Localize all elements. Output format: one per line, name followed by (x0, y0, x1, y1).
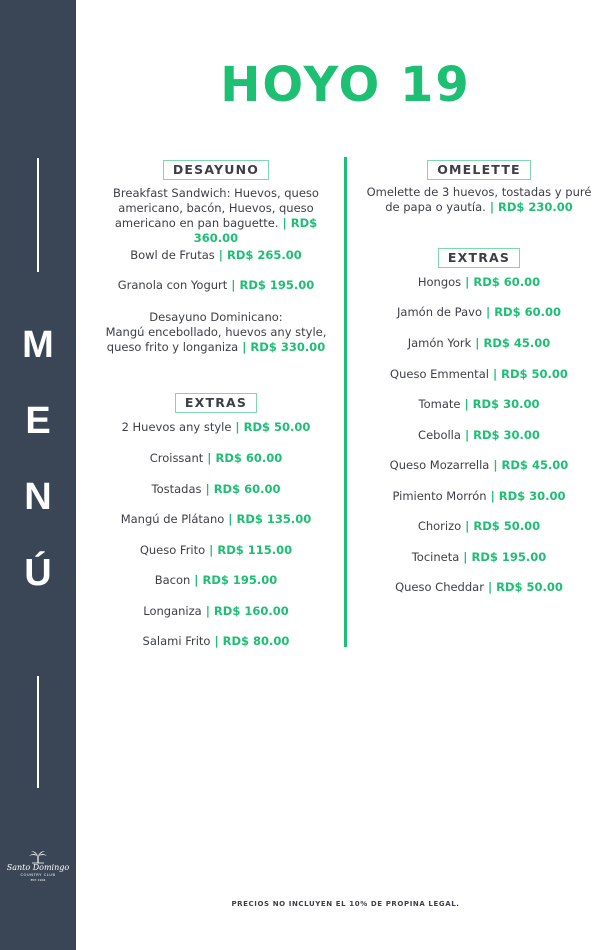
sidebar (0, 0, 76, 950)
item-price: | RD$ 60.00 (207, 451, 283, 465)
menu-item: Breakfast Sandwich: Huevos, queso americano, bacón, Huevos, queso americano en pan baguette. | RD$ 360.00 (113, 186, 319, 245)
item-price: | RD$ 30.00 (490, 489, 566, 503)
logo-script: Santo Domingo (6, 863, 70, 872)
item-price: | RD$ 60.00 (205, 482, 281, 496)
menu-letter: Ú (24, 552, 52, 594)
item-price: | RD$ 60.00 (465, 275, 541, 289)
sidebar-divider-top (37, 158, 39, 272)
left-column (96, 0, 336, 950)
item-price: | RD$ 135.00 (228, 512, 312, 526)
menu-letter: N (24, 476, 52, 518)
menu-item: Chorizo | RD$ 50.00 (417, 519, 541, 533)
right-column (362, 0, 596, 950)
menu-item: Queso Cheddar | RD$ 50.00 (395, 580, 563, 594)
menu-item: Omelette de 3 huevos, tostadas y puré de papa o yautía. | RD$ 230.00 (366, 185, 592, 214)
logo-subtitle: COUNTRY CLUB (20, 873, 56, 877)
sidebar-divider-bottom (37, 676, 39, 788)
item-price: | RD$ 50.00 (235, 420, 311, 434)
menu-item: Salami Frito | RD$ 80.00 (142, 634, 290, 648)
menu-item: Pimiento Morrón | RD$ 30.00 (392, 489, 566, 503)
menu-item: Croissant | RD$ 60.00 (149, 451, 283, 465)
item-price: | RD$ 330.00 (242, 340, 326, 354)
section-heading-extras: EXTRAS (96, 392, 336, 413)
item-price: | RD$ 45.00 (493, 458, 569, 472)
menu-item: Bowl de Frutas | RD$ 265.00 (130, 248, 302, 262)
menu-item: Tocineta | RD$ 195.00 (411, 550, 547, 564)
column-divider (344, 157, 347, 647)
menu-item: Granola con Yogurt | RD$ 195.00 (117, 278, 315, 292)
menu-item: Longaniza | RD$ 160.00 (143, 604, 289, 618)
item-price: | RD$ 30.00 (464, 428, 540, 442)
item-price: | RD$ 360.00 (193, 216, 318, 245)
menu-item: Desayuno Dominicano: Mangú encebollado, huevos any style, queso frito y longaniza | RD$ 330.00 (105, 310, 327, 354)
menu-item: 2 Huevos any style | RD$ 50.00 (121, 420, 311, 434)
menu-item: Tostadas | RD$ 60.00 (151, 482, 281, 496)
section-heading-desayuno: DESAYUNO (96, 159, 336, 180)
item-price: | RD$ 160.00 (205, 604, 289, 618)
item-price: | RD$ 30.00 (464, 397, 540, 411)
menu-letter: E (25, 400, 51, 442)
item-price: | RD$ 195.00 (194, 573, 278, 587)
section-heading-omelette: OMELETTE (362, 159, 596, 180)
item-price: | RD$ 195.00 (231, 278, 315, 292)
item-price: | RD$ 50.00 (492, 367, 568, 381)
menu-item: Mangú de Plátano | RD$ 135.00 (120, 512, 312, 526)
item-price: | RD$ 50.00 (487, 580, 563, 594)
menu-item: Queso Mozarrella | RD$ 45.00 (389, 458, 569, 472)
item-price: | RD$ 115.00 (209, 543, 293, 557)
page-title: HOYO 19 (220, 57, 471, 113)
menu-item: Queso Emmental | RD$ 50.00 (390, 367, 568, 381)
legal-footer: PRECIOS NO INCLUYEN EL 10% DE PROPINA LEGAL. (231, 900, 460, 908)
item-price: | RD$ 45.00 (475, 336, 551, 350)
club-logo (0, 850, 76, 882)
item-price: | RD$ 80.00 (214, 634, 290, 648)
menu-letter: M (22, 324, 54, 366)
section-heading-extras: EXTRAS (362, 247, 596, 268)
item-price: | RD$ 230.00 (489, 200, 573, 214)
menu-item: Tomate | RD$ 30.00 (418, 397, 540, 411)
item-price: | RD$ 265.00 (218, 248, 302, 262)
vertical-menu-word (0, 322, 76, 626)
logo-est: EST. 1904 (30, 878, 46, 882)
item-price: | RD$ 195.00 (463, 550, 547, 564)
menu-item: Hongos | RD$ 60.00 (417, 275, 541, 289)
menu-item: Bacon | RD$ 195.00 (154, 573, 278, 587)
menu-item: Jamón de Pavo | RD$ 60.00 (397, 305, 561, 319)
item-price: | RD$ 60.00 (485, 305, 561, 319)
item-price: | RD$ 50.00 (465, 519, 541, 533)
palm-tree-icon (28, 850, 48, 864)
menu-item: Cebolla | RD$ 30.00 (418, 428, 540, 442)
menu-item: Queso Frito | RD$ 115.00 (139, 543, 293, 557)
menu-item: Jamón York | RD$ 45.00 (407, 336, 551, 350)
